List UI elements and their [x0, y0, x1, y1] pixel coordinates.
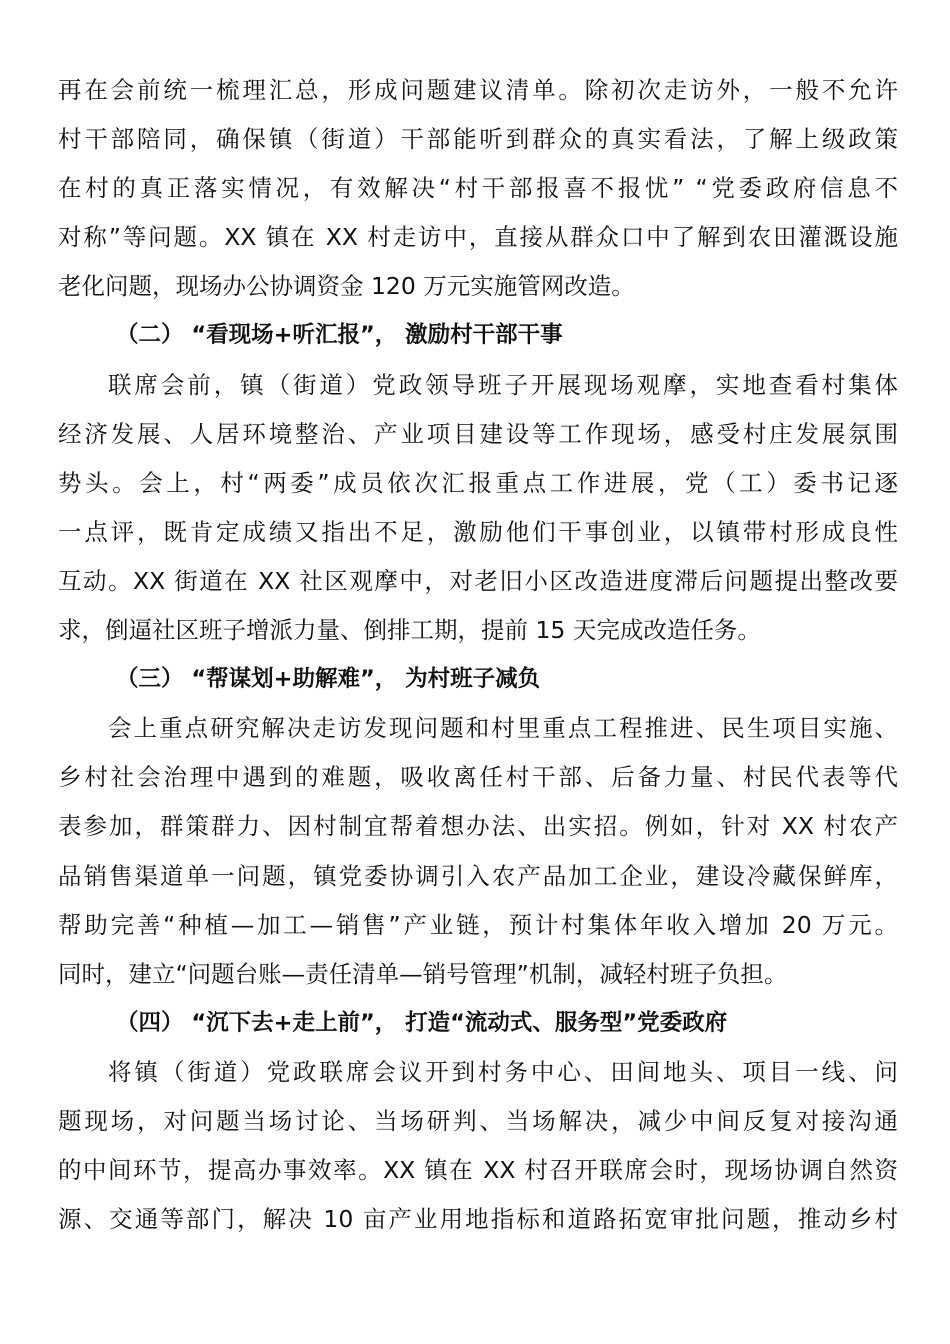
paragraph-line: 品销售渠道单一问题，镇党委协调引入农产品加工企业，建设冷藏保鲜库，: [58, 861, 898, 890]
paragraph-line: 一点评，既肯定成绩又指出不足，激励他们干事创业，以镇带村形成良性: [58, 517, 898, 546]
paragraph-line: 经济发展、人居环境整治、产业项目建设等工作现场，感受村庄发展氛围: [58, 419, 898, 448]
section-heading-4: （四） “沉下去+走上前”， 打造“流动式、服务型”党委政府: [116, 1009, 728, 1036]
paragraph-line: 将镇（街道）党政联席会议开到村务中心、田间地头、项目一线、问: [108, 1057, 898, 1086]
paragraph-line: 势头。会上，村“两委”成员依次汇报重点工作进展，党（工）委书记逐: [58, 468, 898, 497]
paragraph-line: 求，倒逼社区班子增派力量、倒排工期，提前 15 天完成改造任务。: [58, 616, 761, 645]
paragraph-line: 同时，建立“问题台账—责任清单—销号管理”机制，减轻村班子负担。: [58, 959, 788, 988]
paragraph-line: 源、交通等部门，解决 10 亩产业用地指标和道路拓宽审批问题，推动乡村: [58, 1205, 898, 1234]
paragraph-line: 对称”等问题。XX 镇在 XX 村走访中，直接从群众口中了解到农田灌溉设施: [58, 223, 898, 252]
paragraph-line: 题现场，对问题当场讨论、当场研判、当场解决，减少中间反复对接沟通: [58, 1106, 898, 1135]
paragraph-line: 会上重点研究解决走访发现问题和村里重点工程推进、民生项目实施、: [108, 714, 898, 743]
paragraph-line: 在村的真正落实情况，有效解决“村干部报喜不报忧” “党委政府信息不: [58, 174, 898, 203]
paragraph-line: 的中间环节，提高办事效率。XX 镇在 XX 村召开联席会时，现场协调自然资: [58, 1156, 898, 1185]
paragraph-line: 联席会前，镇（街道）党政领导班子开展现场观摩，实地查看村集体: [108, 370, 898, 399]
paragraph-line: 再在会前统一梳理汇总，形成问题建议清单。除初次走访外，一般不允许: [58, 76, 898, 104]
paragraph-line: 表参加，群策群力、因村制宜帮着想办法、出实招。例如，针对 XX 村农产: [58, 812, 898, 841]
paragraph-line: 老化问题，现场办公协调资金 120 万元实施管网改造。: [58, 272, 635, 301]
paragraph-line: 互动。XX 街道在 XX 社区观摩中，对老旧小区改造进度滞后问题提出整改要: [58, 566, 898, 595]
section-heading-2: （二） “看现场+听汇报”， 激励村干部干事: [116, 322, 563, 349]
document-body: [58, 66, 898, 1244]
section-heading-3: （三） “帮谋划+助解难”， 为村班子减负: [116, 666, 541, 693]
paragraph-line: 村干部陪同，确保镇（街道）干部能听到群众的真实看法，了解上级政策: [58, 125, 898, 154]
paragraph-line: 乡村社会治理中遇到的难题，吸收离任村干部、后备力量、村民代表等代: [58, 763, 898, 792]
paragraph-line: 帮助完善“种植—加工—销售”产业链，预计村集体年收入增加 20 万元。: [58, 910, 898, 939]
